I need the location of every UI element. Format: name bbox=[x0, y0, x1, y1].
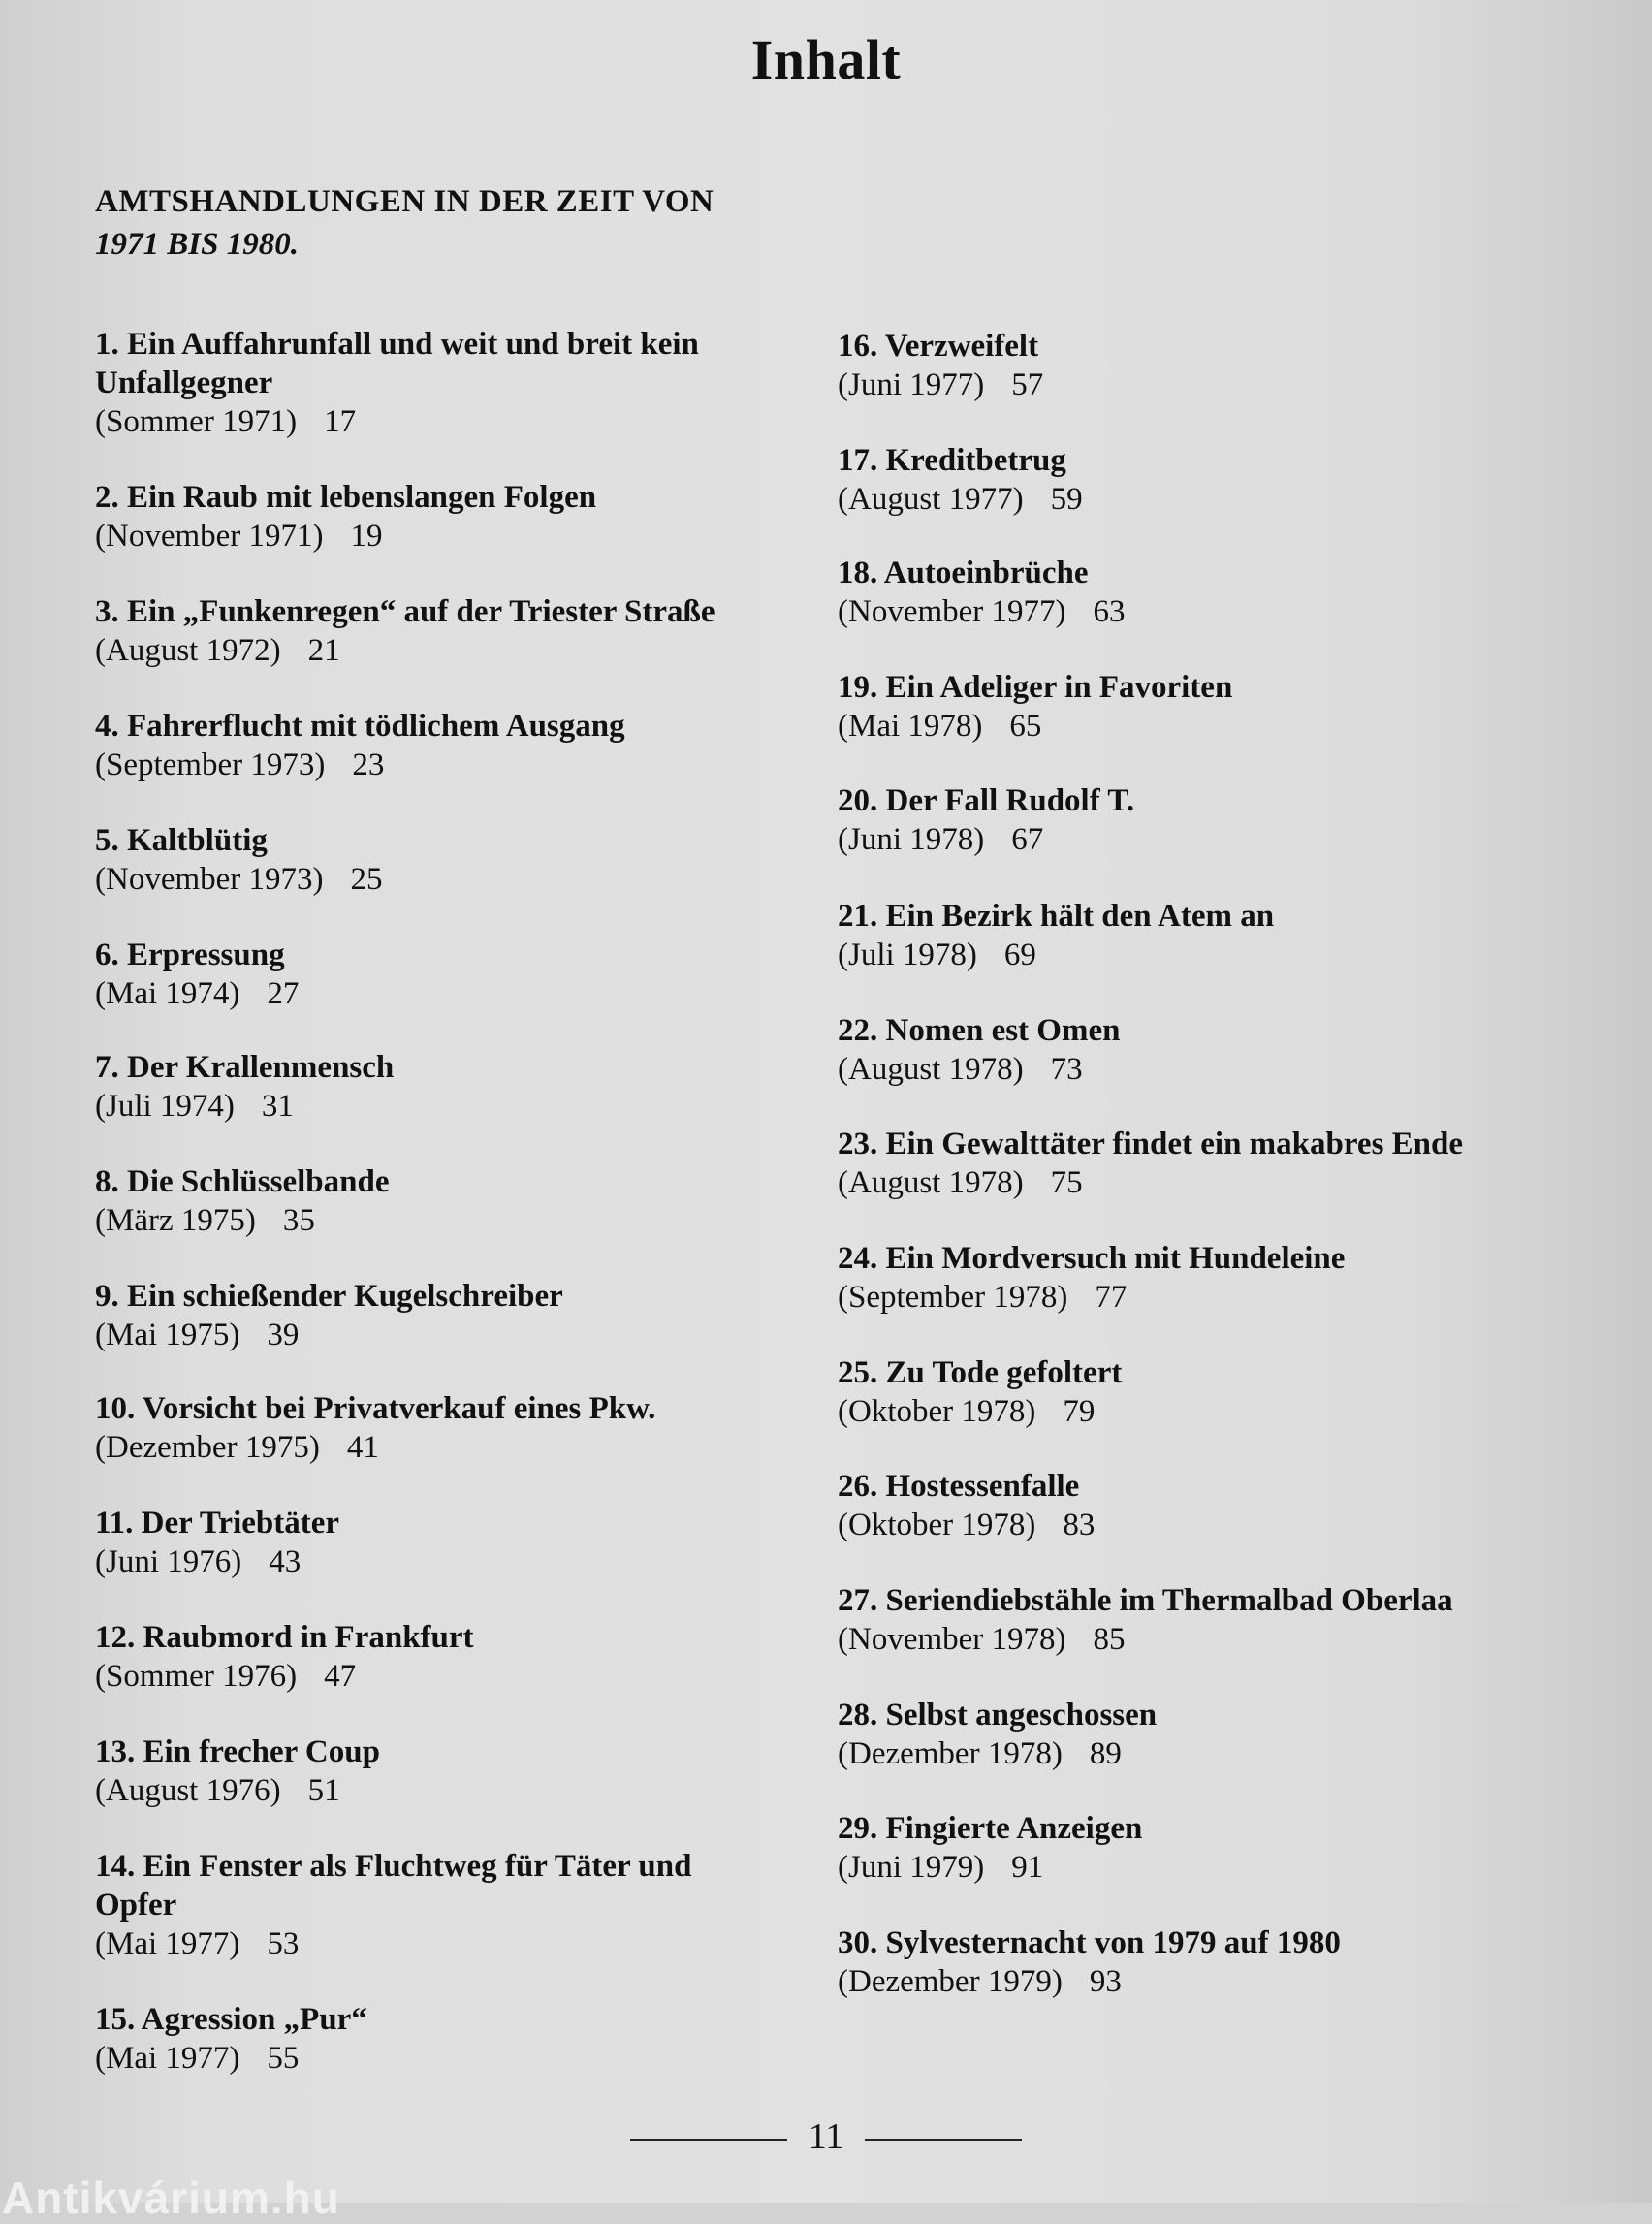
toc-entry-date: (August 1976) bbox=[95, 1773, 281, 1808]
toc-entry-date: (Juli 1978) bbox=[838, 937, 977, 972]
toc-entry-date: (November 1978) bbox=[838, 1622, 1066, 1657]
page-title: Inhalt bbox=[750, 28, 902, 91]
toc-entry-date: (März 1975) bbox=[95, 1203, 256, 1238]
toc-entry-meta bbox=[95, 2039, 832, 2078]
toc-entry-title: 26. Hostessenfalle bbox=[838, 1469, 1080, 1504]
toc-entry-title: 30. Sylvesternacht von 1979 auf 1980 bbox=[838, 1925, 1341, 1960]
toc-entry bbox=[95, 1277, 832, 1354]
toc-entry-title: 7. Der Krallenmensch bbox=[95, 1050, 395, 1085]
toc-entry bbox=[95, 592, 832, 670]
watermark: Antikvárium.hu bbox=[2, 2173, 340, 2223]
toc-entry bbox=[95, 2000, 832, 2078]
toc-entry-page: 17 bbox=[324, 404, 357, 439]
toc-entry-meta bbox=[838, 1620, 1574, 1659]
toc-entry-meta bbox=[838, 1392, 1574, 1431]
toc-entry-meta bbox=[95, 631, 832, 670]
toc-entry-page: 47 bbox=[324, 1659, 357, 1694]
toc-entry-meta bbox=[838, 707, 1574, 746]
toc-entry-meta bbox=[95, 1087, 832, 1126]
toc-entry-meta bbox=[95, 1771, 832, 1810]
toc-entry-title: 18. Autoeinbrüche bbox=[838, 556, 1089, 590]
toc-entry-meta bbox=[95, 402, 832, 441]
toc-entry-date: (August 1977) bbox=[838, 482, 1024, 517]
toc-entry bbox=[838, 1353, 1574, 1431]
toc-entry-page: 65 bbox=[1009, 709, 1042, 744]
section-heading-line-1: AMTSHANDLUNGEN IN DER ZEIT VON bbox=[95, 184, 715, 219]
toc-entry-title: Unfallgegner bbox=[95, 365, 273, 400]
toc-entry-date: (August 1978) bbox=[838, 1165, 1024, 1200]
toc-entry-meta bbox=[95, 1316, 832, 1354]
toc-entry-page: 85 bbox=[1093, 1622, 1126, 1657]
toc-entry-date: (November 1973) bbox=[95, 862, 324, 897]
footer-rule-right bbox=[865, 2139, 1022, 2141]
toc-entry-title: 27. Seriendiebstähle im Thermalbad Oberlaa bbox=[838, 1583, 1453, 1618]
toc-entry-meta bbox=[838, 1848, 1574, 1887]
toc-entry bbox=[95, 1847, 832, 1963]
toc-entry-date: (November 1977) bbox=[838, 594, 1066, 629]
toc-entry-date: (Oktober 1978) bbox=[838, 1394, 1036, 1429]
toc-entry-title: 17. Kreditbetrug bbox=[838, 443, 1066, 478]
toc-entry-date: (August 1972) bbox=[95, 633, 281, 668]
toc-entry bbox=[838, 1696, 1574, 1773]
toc-entry-title: 4. Fahrerflucht mit tödlichem Ausgang bbox=[95, 709, 625, 744]
toc-entry-title: 19. Ein Adeliger in Favoriten bbox=[838, 670, 1233, 705]
toc-entry-meta bbox=[838, 1163, 1574, 1202]
toc-entry-meta bbox=[95, 860, 832, 899]
toc-entry-meta bbox=[838, 365, 1574, 404]
toc-entry bbox=[95, 707, 832, 784]
toc-entry-title: 16. Verzweifelt bbox=[838, 329, 1039, 364]
toc-entry bbox=[838, 1125, 1574, 1202]
toc-entry-meta bbox=[95, 1428, 832, 1467]
toc-entry-title: 25. Zu Tode gefoltert bbox=[838, 1355, 1123, 1390]
toc-entry bbox=[95, 821, 832, 899]
toc-entry-page: 43 bbox=[269, 1544, 302, 1579]
toc-entry-title: 2. Ein Raub mit lebenslangen Folgen bbox=[95, 480, 597, 515]
toc-entry bbox=[838, 1467, 1574, 1544]
toc-entry-title: 6. Erpressung bbox=[95, 937, 285, 972]
toc-entry-page: 73 bbox=[1050, 1052, 1083, 1087]
toc-entry-title: 28. Selbst angeschossen bbox=[838, 1698, 1158, 1732]
toc-entry-page: 53 bbox=[267, 1926, 300, 1961]
toc-entry-page: 75 bbox=[1050, 1165, 1083, 1200]
toc-entry-title: 14. Ein Fenster als Fluchtweg für Täter und bbox=[95, 1849, 692, 1884]
toc-entry-date: (Juni 1976) bbox=[95, 1544, 242, 1579]
toc-entry bbox=[838, 668, 1574, 746]
toc-entry-date: (Mai 1977) bbox=[95, 2041, 240, 2076]
toc-entry bbox=[838, 781, 1574, 859]
toc-entry-date: (Mai 1977) bbox=[95, 1926, 240, 1961]
toc-entry-meta bbox=[95, 1201, 832, 1240]
toc-entry-meta bbox=[838, 1506, 1574, 1544]
toc-entry-meta bbox=[95, 1924, 832, 1963]
toc-entry-title: 23. Ein Gewalttäter findet ein makabres Ende bbox=[838, 1127, 1464, 1161]
toc-entry-date: (Juli 1974) bbox=[95, 1089, 235, 1124]
toc-entry-title: 5. Kaltblütig bbox=[95, 823, 268, 858]
footer-rule-left bbox=[630, 2139, 787, 2141]
toc-entry-title: 1. Ein Auffahrunfall und weit und breit kein bbox=[95, 327, 699, 362]
toc-entry-meta bbox=[838, 1734, 1574, 1773]
toc-entry bbox=[838, 1011, 1574, 1089]
toc-entry-page: 39 bbox=[267, 1318, 300, 1352]
toc-entry-title: 9. Ein schießender Kugelschreiber bbox=[95, 1279, 563, 1314]
toc-entry bbox=[95, 325, 832, 441]
toc-entry-date: (September 1973) bbox=[95, 747, 326, 782]
toc-entry-page: 35 bbox=[282, 1203, 315, 1238]
toc-entry-title: 20. Der Fall Rudolf T. bbox=[838, 783, 1135, 818]
toc-entry bbox=[838, 554, 1574, 631]
toc-entry-date: (Dezember 1979) bbox=[838, 1964, 1063, 1999]
toc-entry-page: 79 bbox=[1063, 1394, 1096, 1429]
toc-entry-date: (Mai 1974) bbox=[95, 976, 240, 1011]
toc-entry-page: 23 bbox=[352, 747, 385, 782]
toc-entry-meta bbox=[838, 820, 1574, 859]
toc-entry bbox=[95, 1732, 832, 1810]
toc-entry-date: (Sommer 1971) bbox=[95, 404, 298, 439]
toc-entry bbox=[95, 1162, 832, 1240]
toc-entry bbox=[838, 1239, 1574, 1317]
toc-entry-title: 8. Die Schlüsselbande bbox=[95, 1164, 390, 1199]
toc-entry-page: 69 bbox=[1003, 937, 1036, 972]
toc-entry-title: 3. Ein „Funkenregen“ auf der Triester Straße bbox=[95, 594, 715, 629]
toc-entry-date: (Sommer 1976) bbox=[95, 1659, 298, 1694]
toc-entry-title: 22. Nomen est Omen bbox=[838, 1013, 1121, 1048]
toc-entry-meta bbox=[838, 1962, 1574, 2001]
toc-entry-meta bbox=[838, 936, 1574, 974]
section-heading-line-2: 1971 BIS 1980. bbox=[95, 227, 299, 262]
page-footer bbox=[0, 2115, 1652, 2158]
toc-entry bbox=[95, 1618, 832, 1696]
toc-entry-meta bbox=[95, 1542, 832, 1581]
toc-entry-title: 13. Ein frecher Coup bbox=[95, 1734, 380, 1769]
toc-entry bbox=[838, 1581, 1574, 1659]
toc-entry-date: (Mai 1975) bbox=[95, 1318, 240, 1352]
page-number: 11 bbox=[808, 2116, 844, 2157]
toc-entry-page: 57 bbox=[1011, 367, 1044, 402]
toc-entry-page: 27 bbox=[267, 976, 300, 1011]
toc-entry-page: 55 bbox=[267, 2041, 300, 2076]
toc-entry bbox=[95, 1048, 832, 1126]
toc-entry-meta bbox=[95, 974, 832, 1013]
toc-entry bbox=[95, 1389, 832, 1467]
toc-entry-title: 21. Ein Bezirk hält den Atem an bbox=[838, 899, 1275, 934]
toc-entry-date: (August 1978) bbox=[838, 1052, 1024, 1087]
toc-entry-meta bbox=[95, 1657, 832, 1696]
toc-entry-page: 41 bbox=[346, 1430, 379, 1465]
toc-entry-meta bbox=[838, 592, 1574, 631]
toc-entry bbox=[838, 1809, 1574, 1887]
toc-entry-date: (September 1978) bbox=[838, 1280, 1068, 1315]
toc-entry-date: (Mai 1978) bbox=[838, 709, 983, 744]
toc-entry-page: 67 bbox=[1011, 822, 1044, 857]
toc-entry-page: 63 bbox=[1093, 594, 1126, 629]
toc-entry-page: 21 bbox=[307, 633, 340, 668]
toc-entry-page: 83 bbox=[1063, 1508, 1096, 1542]
toc-entry-title: 11. Der Triebtäter bbox=[95, 1506, 340, 1541]
toc-entry-title: 10. Vorsicht bei Privatverkauf eines Pkw. bbox=[95, 1391, 656, 1426]
toc-entry bbox=[838, 897, 1574, 974]
toc-entry-title: 15. Agression „Pur“ bbox=[95, 2002, 367, 2037]
toc-entry-page: 91 bbox=[1011, 1850, 1044, 1885]
toc-entry-page: 25 bbox=[350, 862, 383, 897]
toc-entry-date: (November 1971) bbox=[95, 519, 324, 554]
toc-entry-page: 19 bbox=[350, 519, 383, 554]
toc-entry-title: 24. Ein Mordversuch mit Hundeleine bbox=[838, 1241, 1346, 1276]
toc-entry bbox=[95, 1504, 832, 1581]
toc-entry-meta bbox=[838, 480, 1574, 519]
toc-entry-page: 93 bbox=[1089, 1964, 1122, 1999]
toc-entry-date: (Oktober 1978) bbox=[838, 1508, 1036, 1542]
toc-entry-page: 77 bbox=[1095, 1280, 1128, 1315]
toc-entry-page: 89 bbox=[1089, 1736, 1122, 1771]
toc-entry-date: (Juni 1979) bbox=[838, 1850, 985, 1885]
toc-entry-page: 59 bbox=[1050, 482, 1083, 517]
section-heading bbox=[95, 180, 714, 266]
toc-entry-title: 29. Fingierte Anzeigen bbox=[838, 1811, 1143, 1846]
toc-entry-date: (Juni 1978) bbox=[838, 822, 985, 857]
toc-entry bbox=[838, 441, 1574, 519]
toc-entry-title: 12. Raubmord in Frankfurt bbox=[95, 1620, 474, 1655]
toc-entry-page: 51 bbox=[307, 1773, 340, 1808]
toc-entry-date: (Dezember 1975) bbox=[95, 1430, 320, 1465]
toc-entry-meta bbox=[838, 1050, 1574, 1089]
toc-entry bbox=[838, 327, 1574, 404]
toc-entry-meta bbox=[838, 1278, 1574, 1317]
toc-entry bbox=[95, 936, 832, 1013]
toc-entry-meta bbox=[95, 746, 832, 784]
toc-entry-page: 31 bbox=[261, 1089, 294, 1124]
toc-entry-title: Opfer bbox=[95, 1888, 177, 1922]
toc-entry-date: (Dezember 1978) bbox=[838, 1736, 1063, 1771]
toc-entry bbox=[838, 1923, 1574, 2001]
toc-entry-meta bbox=[95, 517, 832, 556]
toc-entry bbox=[95, 478, 832, 556]
toc-entry-date: (Juni 1977) bbox=[838, 367, 985, 402]
